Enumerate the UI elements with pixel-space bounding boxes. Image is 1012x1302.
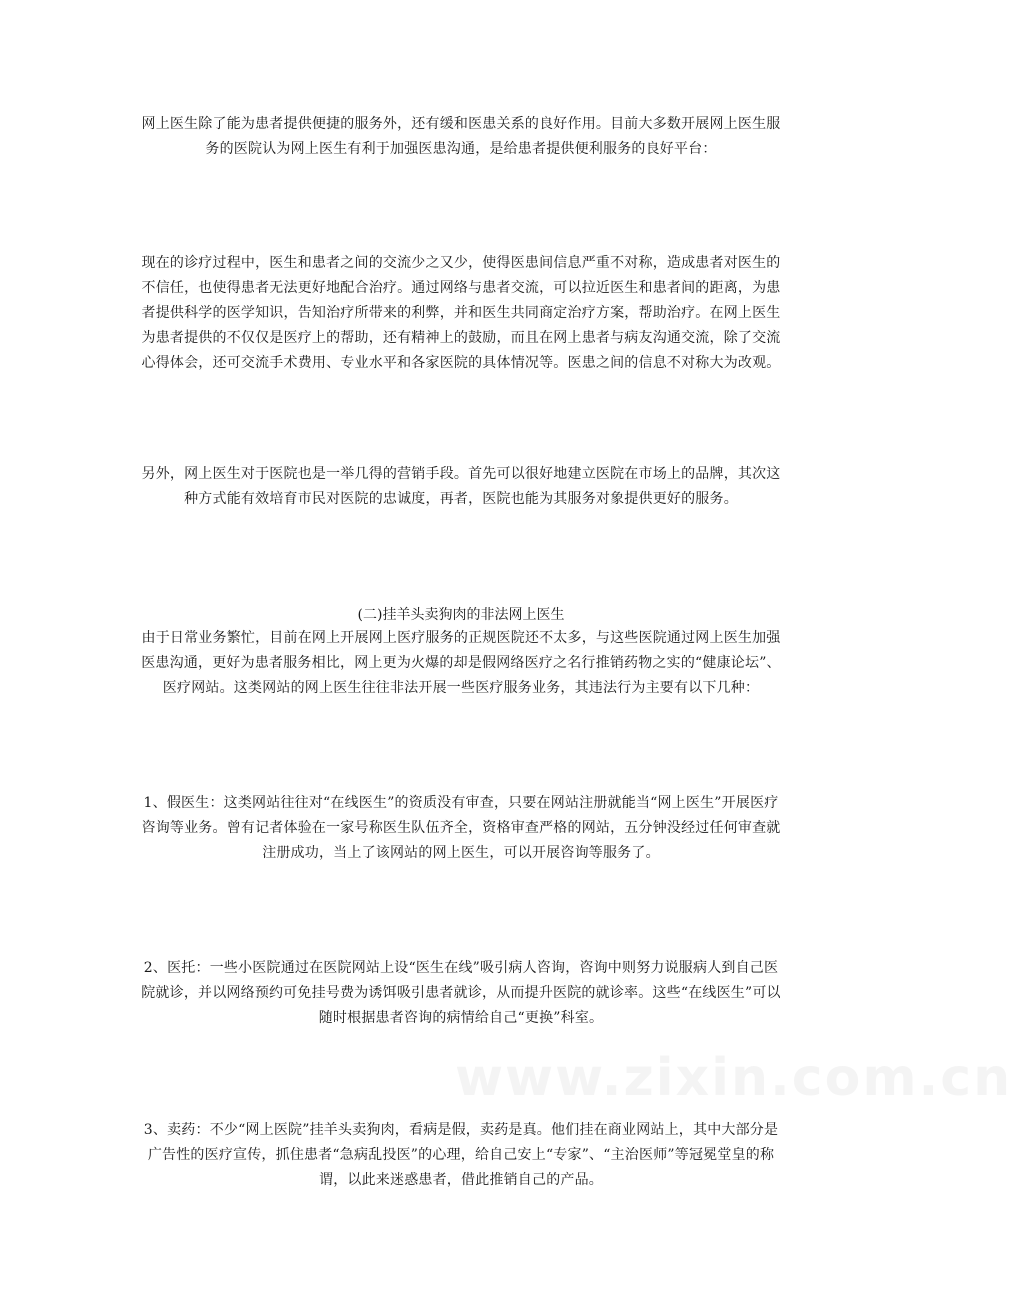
section-heading: (二)挂羊头卖狗肉的非法网上医生 — [357, 607, 565, 623]
paragraph-communication: 现在的诊疗过程中，医生和患者之间的交流少之又少，使得医患间信息严重不对称，造成患者对医生的不信任，也使得患者无法更好地配合治疗。通过网络与患者交流，可以拉近医生和患者间的距离，为患者提供科学的医学知识，告知治疗所带来的利弊，并和医生共同商定治疗方案，帮助治疗。在网上医生为患者提供的不仅仅是医疗上的帮助，还有精神上的鼓励，而且在网上患者与病友沟通交流，除了交流心得体会，还可交流手术费用、专业水平和各家医院的具体情况等。医患之间的信息不对称大为改观。 — [141, 255, 781, 371]
paragraph-intro: 网上医生除了能为患者提供便捷的服务外，还有缓和医患关系的良好作用。目前大多数开展网上医生服务的医院认为网上医生有利于加强医患沟通，是给患者提供便利服务的良好平台： — [141, 116, 781, 157]
watermark: www.zixin.com.cn — [455, 1048, 1012, 1108]
list-item-medical-tout: 2、医托：一些小医院通过在医院网站上设“医生在线”吸引病人咨询，咨询中则努力说服病人到自己医院就诊，并以网络预约可免挂号费为诱饵吸引患者就诊，从而提升医院的就诊率。这些“在线医生”可以随时根据患者咨询的病情给自己“更换”科室。 — [141, 960, 781, 1026]
list-item-fake-doctor: 1、假医生：这类网站往往对“在线医生”的资质没有审查，只要在网站注册就能当“网上医生”开展医疗咨询等业务。曾有记者体验在一家号称医生队伍齐全，资格审查严格的网站，五分钟没经过任何审查就注册成功，当上了该网站的网上医生，可以开展咨询等服务了。 — [141, 795, 781, 861]
list-item-drug-selling: 3、卖药：不少“网上医院”挂羊头卖狗肉，看病是假，卖药是真。他们挂在商业网站上，其中大部分是广告性的医疗宣传，抓住患者“急病乱投医”的心理，给自己安上“专家”、“主治医师”等冠冕堂皇的称谓，以此来迷惑患者，借此推销自己的产品。 — [143, 1122, 779, 1188]
section-intro-paragraph: 由于日常业务繁忙，目前在网上开展网上医疗服务的正规医院还不太多，与这些医院通过网上医生加强医患沟通，更好为患者服务相比，网上更为火爆的却是假网络医疗之名行推销药物之实的“健康论坛”、医疗网站。这类网站的网上医生往往非法开展一些医疗服务业务，其违法行为主要有以下几种： — [141, 630, 781, 696]
paragraph-marketing: 另外，网上医生对于医院也是一举几得的营销手段。首先可以很好地建立医院在市场上的品牌，其次这种方式能有效培育市民对医院的忠诚度，再者，医院也能为其服务对象提供更好的服务。 — [141, 466, 781, 507]
